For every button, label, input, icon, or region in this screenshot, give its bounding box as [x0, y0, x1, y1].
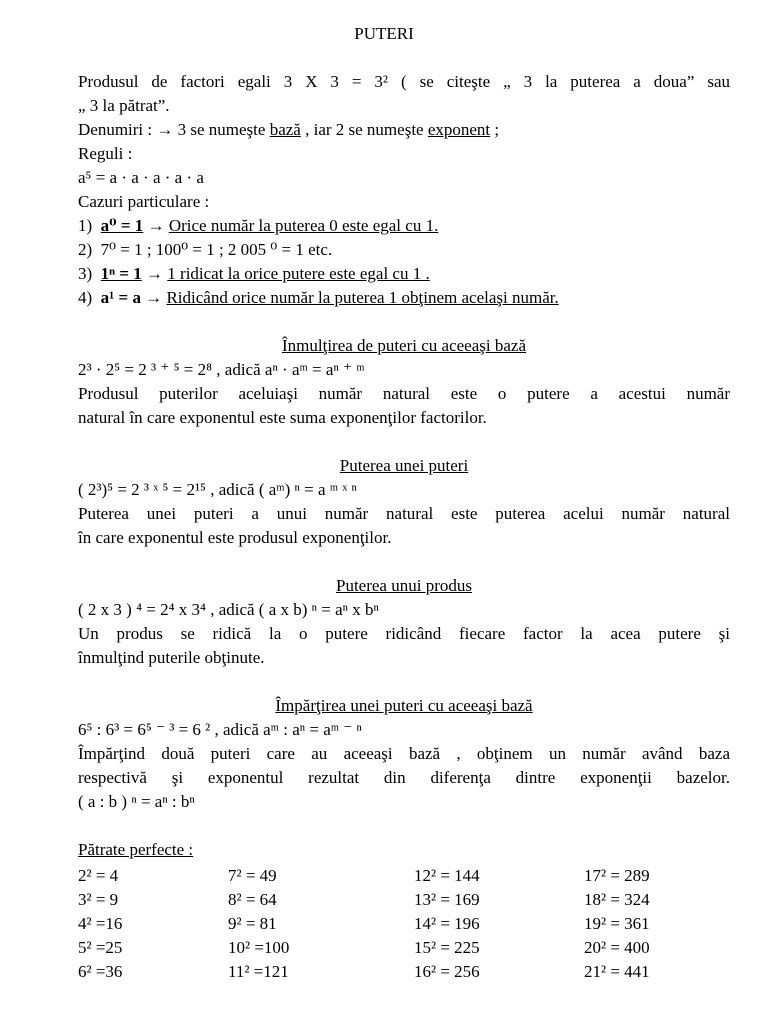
section-heading-putere-putere: Puterea unei puteri [339, 456, 469, 475]
table-cell: 4² =16 [78, 914, 123, 933]
case-item-2 [78, 238, 730, 262]
text-impartire-1: Împărţind două puteri care au aceeaşi bază , obţinem un număr având baza [78, 744, 730, 763]
reguli-label: Reguli : [78, 144, 133, 163]
text-putere-putere-1: Puterea unei puteri a unui număr natural este puterea acelui număr natural [78, 504, 730, 523]
case-number: 2) [78, 240, 93, 259]
table-row [78, 864, 730, 888]
text-inmultire-2: natural în care exponentul este suma exponenţilor factorilor. [78, 408, 487, 427]
table-row [78, 936, 730, 960]
table-cell: 12² = 144 [414, 866, 480, 885]
table-cell: 13² = 169 [414, 890, 480, 909]
table-cell: 2² = 4 [78, 866, 119, 885]
arrow: → [140, 288, 167, 307]
table-cell: 19² = 361 [584, 914, 650, 933]
case-formula: a⁰ = 1 [100, 216, 144, 235]
case-formula: 1ⁿ = 1 [100, 264, 142, 283]
table-cell: 11² =121 [228, 962, 289, 981]
table-cell: 16² = 256 [414, 962, 480, 981]
formula-putere-putere: ( 2³)⁵ = 2 ³ ˣ ⁵ = 2¹⁵ , adică ( aᵐ) ⁿ = a ᵐ ˣ ⁿ [78, 480, 357, 499]
case-number: 3) [78, 264, 93, 283]
table-row [78, 960, 730, 984]
page-title: PUTERI [354, 24, 414, 43]
intro-line-2: „ 3 la pătrat”. [78, 96, 170, 115]
arrow: → [141, 264, 168, 283]
table-cell: 20² = 400 [584, 938, 650, 957]
text-putere-produs-2: înmulţind puterile obţinute. [78, 648, 265, 667]
table-cell: 17² = 289 [584, 866, 650, 885]
table-cell: 5² =25 [78, 938, 123, 957]
case-text: Ridicând orice număr la puterea 1 obţinem acelaşi număr. [166, 288, 559, 307]
formula-putere-produs: ( 2 x 3 ) ⁴ = 2⁴ x 3⁴ , adică ( a x b) ⁿ = aⁿ x bⁿ [78, 600, 379, 619]
table-cell: 3² = 9 [78, 890, 119, 909]
table-row [78, 888, 730, 912]
table-cell: 18² = 324 [584, 890, 650, 909]
document-body [78, 70, 730, 984]
term-baza: bază [269, 120, 301, 139]
text-putere-putere-2: în care exponentul este produsul exponenţilor. [78, 528, 392, 547]
cazuri-label: Cazuri particulare : [78, 192, 210, 211]
table-cell: 21² = 441 [584, 962, 650, 981]
section-heading-inmultire: Înmulţirea de puteri cu aceeaşi bază [281, 336, 526, 355]
denumiri-line [78, 118, 730, 142]
squares-heading: Pătrate perfecte : [78, 840, 194, 859]
table-cell: 15² = 225 [414, 938, 480, 957]
intro-line-1: Produsul de factori egali 3 X 3 = 3² ( se citeşte „ 3 la puterea a doua” sau [78, 72, 730, 91]
denumiri-middle: , iar 2 se numeşte [300, 120, 428, 139]
arrow: → [143, 216, 169, 235]
denumiri-prefix: Denumiri : → 3 se numeşte [78, 120, 270, 139]
table-cell: 8² = 64 [228, 890, 277, 909]
section-heading-impartire: Împărţirea unei puteri cu aceeaşi bază [275, 696, 533, 715]
case-item-4 [78, 286, 730, 310]
squares-table [78, 864, 730, 984]
formula-impartire: 6⁵ : 6³ = 6⁵ ⁻ ³ = 6 ² , adică aᵐ : aⁿ = aᵐ ⁻ ⁿ [78, 720, 362, 739]
formula-inmultire: 2³ · 2⁵ = 2 ³ ⁺ ⁵ = 2⁸ , adică aⁿ · aᵐ = aⁿ ⁺ ᵐ [78, 360, 365, 379]
section-heading-putere-produs: Puterea unui produs [336, 576, 472, 595]
case-text: Orice număr la puterea 0 este egal cu 1. [168, 216, 439, 235]
case-number: 1) [78, 216, 93, 235]
table-cell: 9² = 81 [228, 914, 277, 933]
case-text: 7⁰ = 1 ; 100⁰ = 1 ; 2 005 ⁰ = 1 etc. [100, 240, 333, 259]
text-impartire-2: respectivă şi exponentul rezultat din diferenţa dintre exponenţii bazelor. [78, 768, 730, 787]
table-cell: 10² =100 [228, 938, 290, 957]
case-text: 1 ridicat la orice putere este egal cu 1 . [167, 264, 430, 283]
table-cell: 14² = 196 [414, 914, 480, 933]
formula-putere-cat: ( a : b ) ⁿ = aⁿ : bⁿ [78, 792, 195, 811]
case-item-3 [78, 262, 730, 286]
denumiri-suffix: ; [490, 120, 500, 139]
table-cell: 7² = 49 [228, 866, 277, 885]
text-putere-produs-1: Un produs se ridică la o putere ridicând fiecare factor la acea putere şi [78, 624, 730, 643]
a5-formula: a⁵ = a · a · a · a · a [78, 168, 204, 187]
table-row [78, 912, 730, 936]
table-cell: 6² =36 [78, 962, 123, 981]
case-formula: a¹ = a [100, 288, 141, 307]
term-exponent: exponent [427, 120, 491, 139]
case-item-1 [78, 214, 730, 238]
text-inmultire-1: Produsul puterilor aceluiaşi număr natural este o putere a acestui număr [78, 384, 730, 403]
case-number: 4) [78, 288, 93, 307]
